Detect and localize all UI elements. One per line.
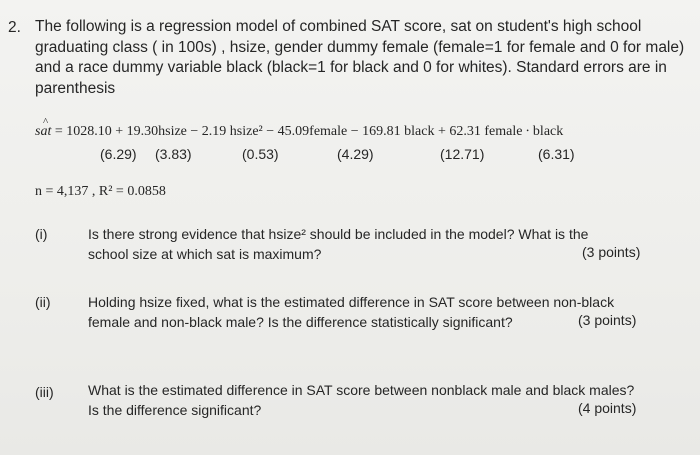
- part-ii-line2: female and non-black male? Is the difference statistically significant?: [88, 314, 513, 330]
- question-number: 2.: [8, 19, 21, 36]
- part-iii-points: (4 points): [578, 400, 637, 416]
- part-ii-line1: Holding hsize fixed, what is the estimated difference in SAT score between non-black: [88, 294, 615, 310]
- part-iii-line1: What is the estimated difference in SAT score between nonblack male and black males?: [88, 382, 635, 398]
- regression-equation: [35, 124, 563, 140]
- se-black: (12.71): [440, 146, 485, 162]
- equation-rhs: = 1028.10 + 19.30hsize − 2.19 hsize² − 45.09female − 169.81 black + 62.31 female ∙ black: [51, 124, 564, 139]
- part-i-points: (3 points): [582, 244, 641, 260]
- se-female-black: (6.31): [538, 146, 575, 162]
- equation-lhs: ^ sat: [35, 124, 51, 140]
- part-iii-label: (iii): [35, 384, 54, 400]
- part-i-line1: Is there strong evidence that hsize² should be included in the model? What is the: [88, 226, 589, 242]
- model-stats: n = 4,137 , R² = 0.0858: [35, 184, 166, 199]
- se-female: (4.29): [337, 146, 374, 162]
- question-intro: The following is a regression model of combined SAT score, sat on student's high school graduating class ( in 100s) , hsize, gender dummy female (female=1 for female and 0 for male) and a race dummy variable black (black=1 for black and 0 for whites). Standard errors are in parenthesis: [35, 18, 685, 97]
- part-iii-line2: Is the difference significant?: [88, 402, 262, 418]
- part-ii-label: (ii): [35, 294, 51, 310]
- se-hsize: (3.83): [155, 146, 192, 162]
- part-i-label: (i): [35, 226, 48, 242]
- se-intercept: (6.29): [100, 146, 137, 162]
- part-i-line2: school size at which sat is maximum?: [88, 246, 322, 262]
- part-ii-points: (3 points): [578, 312, 637, 328]
- se-hsize-squared: (0.53): [242, 146, 279, 162]
